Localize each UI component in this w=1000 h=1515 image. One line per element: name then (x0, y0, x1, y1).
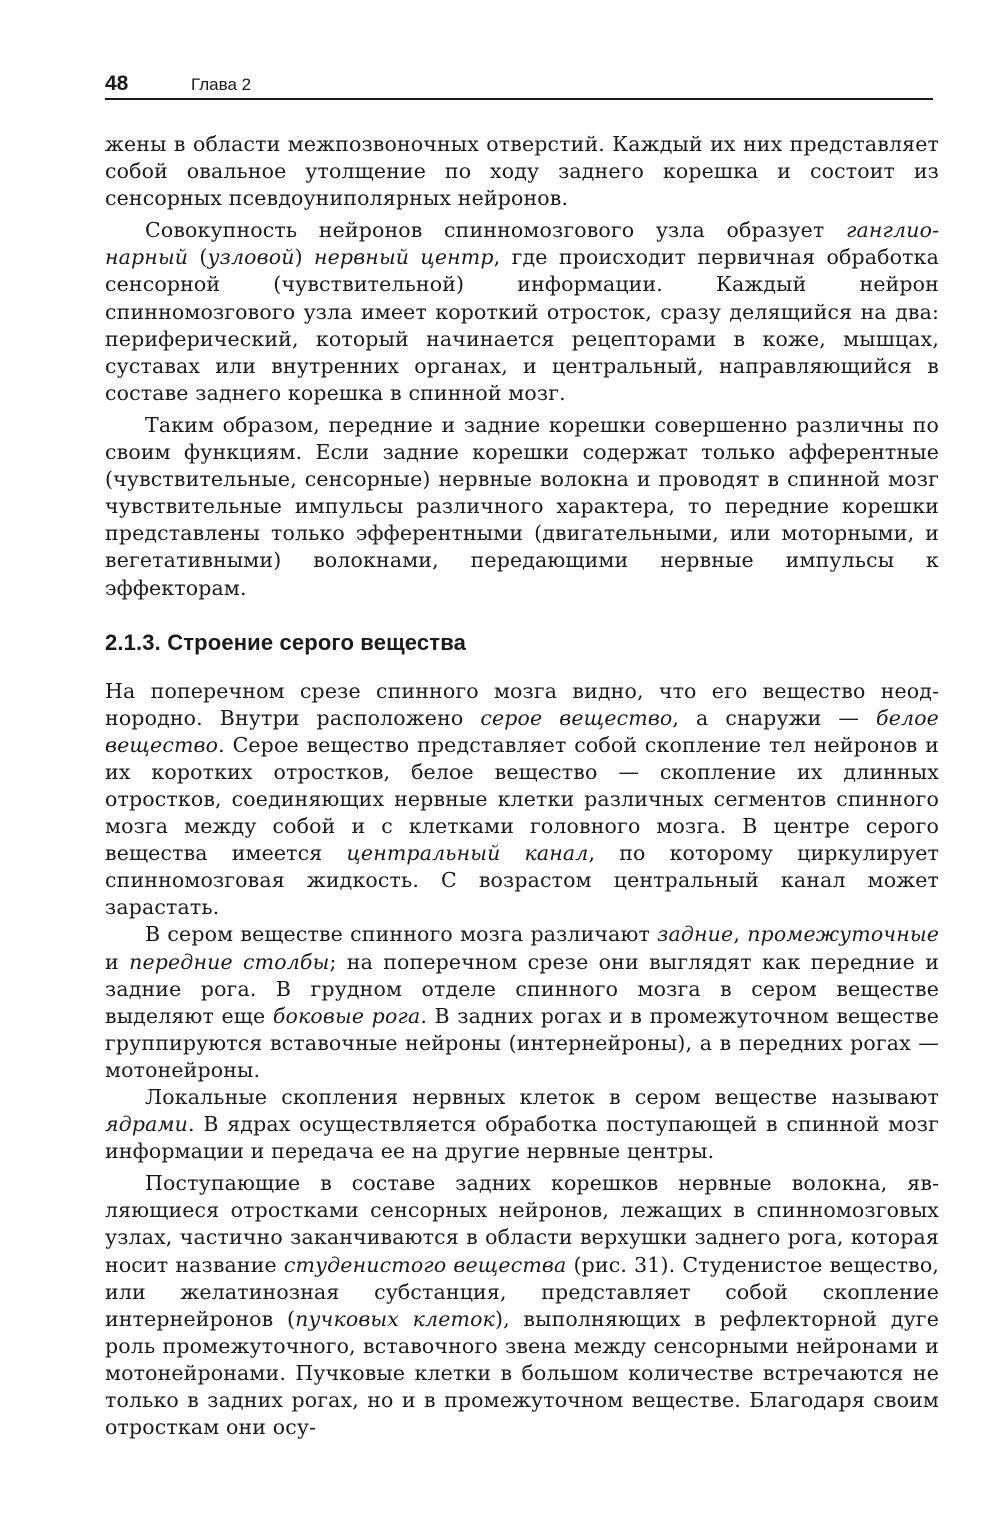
text-run: ( (188, 245, 208, 270)
paragraph (105, 217, 939, 407)
page-number: 48 (105, 72, 129, 95)
text-run: , а снаружи — (672, 705, 877, 730)
italic-term: центральный канал (346, 841, 589, 866)
italic-term: ядрами (105, 1112, 189, 1137)
text-run: . В задних рогах и в промежуточном веществе группируются вставочные нейроны (интернейроны), а в передних рогах — мотонейроны. (105, 1003, 940, 1082)
text-run: Поступающие в составе задних корешков нервные волокна, являющиеся отростками сенсорных нейронов, лежащих в спинномозговых узлах, частично заканчиваются в области верхушки заднего рога, которая носит название (105, 1171, 939, 1277)
paragraph (105, 131, 939, 212)
paragraph (105, 1170, 939, 1441)
text-run: ), выполняющих в рефлекторной дуге роль промежуточного, вставочного звена между сенсорными нейронами и мотонейронами. Пучковые клетки в большом количестве встречаются не только в задних рогах, но и в промежуточном веществе. Благодаря своим отросткам они осу- (105, 1306, 939, 1440)
text-run: ; на поперечном срезе они выглядят как передние и задние рога. В грудном отделе спинного мозга в сером веществе выделяют еще (105, 949, 940, 1028)
section-heading: 2.1.3. Строение серого вещества (105, 629, 466, 655)
text-run: и (105, 949, 130, 974)
italic-term: нервный центр (314, 245, 494, 270)
paragraph (105, 678, 939, 922)
text-run: В сером веществе спинного мозга различают (145, 922, 658, 947)
text-run: Таким образом, передние и задние корешки совершенно различны по своим функциям. Если задние корешки содержат только афферентные (чувствительные, сенсорные) нервные волокна и проводят в спинной мозг чувствительные импульсы различного характера, то передние корешки представлены только эфферентными (двигательными, или моторными, и вегетативными) волокнами, передающими нервные импульсы к эффекторам. (105, 412, 939, 600)
running-header (105, 72, 933, 100)
text-run: (рис. 31). Студенистое вещество, или желатинозная субстанция, представляет собой скопление интернейронов ( (105, 1252, 940, 1331)
page-body (105, 131, 939, 1441)
text-run: . Серое вещество представляет собой скопление тел нейронов и их коротких отростков, белое вещество — скопление их длинных отростков, соединяющих нервные клетки различных сегментов спинного мозга между собой и с клетками головного мозга. В центре серого вещества имеется (105, 732, 939, 866)
italic-term: студенистого вещества (283, 1252, 567, 1277)
text-run: . В ядрах осуществляется обработка поступающей в спинной мозг информации и передача ее на другие нервные центры. (105, 1112, 939, 1164)
text-run: жены в области межпозвоночных отверстий. Каждый их них представляет собой овальное утолщение по ходу заднего корешка и состоит из сенсорных псевдоуниполярных нейронов. (105, 132, 939, 211)
italic-term: боковые рога (272, 1003, 421, 1028)
paragraph (105, 921, 939, 1084)
text-run: ) (294, 245, 314, 270)
italic-term: передние столбы (129, 949, 330, 974)
paragraph (105, 1084, 939, 1165)
text-run: На поперечном срезе спинного мозга видно, что его вещество неоднородно. Внутри расположено (105, 678, 939, 730)
chapter-title: Глава 2 (191, 75, 252, 94)
italic-term: задние (657, 922, 734, 947)
italic-term: серое вещество (480, 705, 673, 730)
italic-term: пучковых клеток (295, 1306, 495, 1331)
text-run: , (733, 922, 748, 947)
text-run: Совокупность нейронов спинномозгового узла образует (145, 218, 846, 243)
text-run: , где происходит первичная обработка сенсорной (чувствительной) информации. Каждый нейрон спинномозгового узла имеет короткий отросток, сразу делящийся на два: периферический, который начинается рецепторами в коже, мышцах, суставах или внутренних органах, и центральный, направляющийся в составе заднего корешка в спинной мозг. (105, 245, 939, 405)
paragraph (105, 412, 939, 602)
text-run: , по которому циркулирует спинномозговая жидкость. С возрастом центральный канал может зарастать. (105, 841, 939, 920)
text-run: Локальные скопления нервных клеток в сером веществе называют (145, 1085, 939, 1109)
italic-term: ганглионарный (105, 218, 939, 270)
italic-term: промежуточные (747, 922, 939, 947)
italic-term: узловой (207, 245, 295, 270)
italic-term: белое вещество (105, 705, 939, 757)
